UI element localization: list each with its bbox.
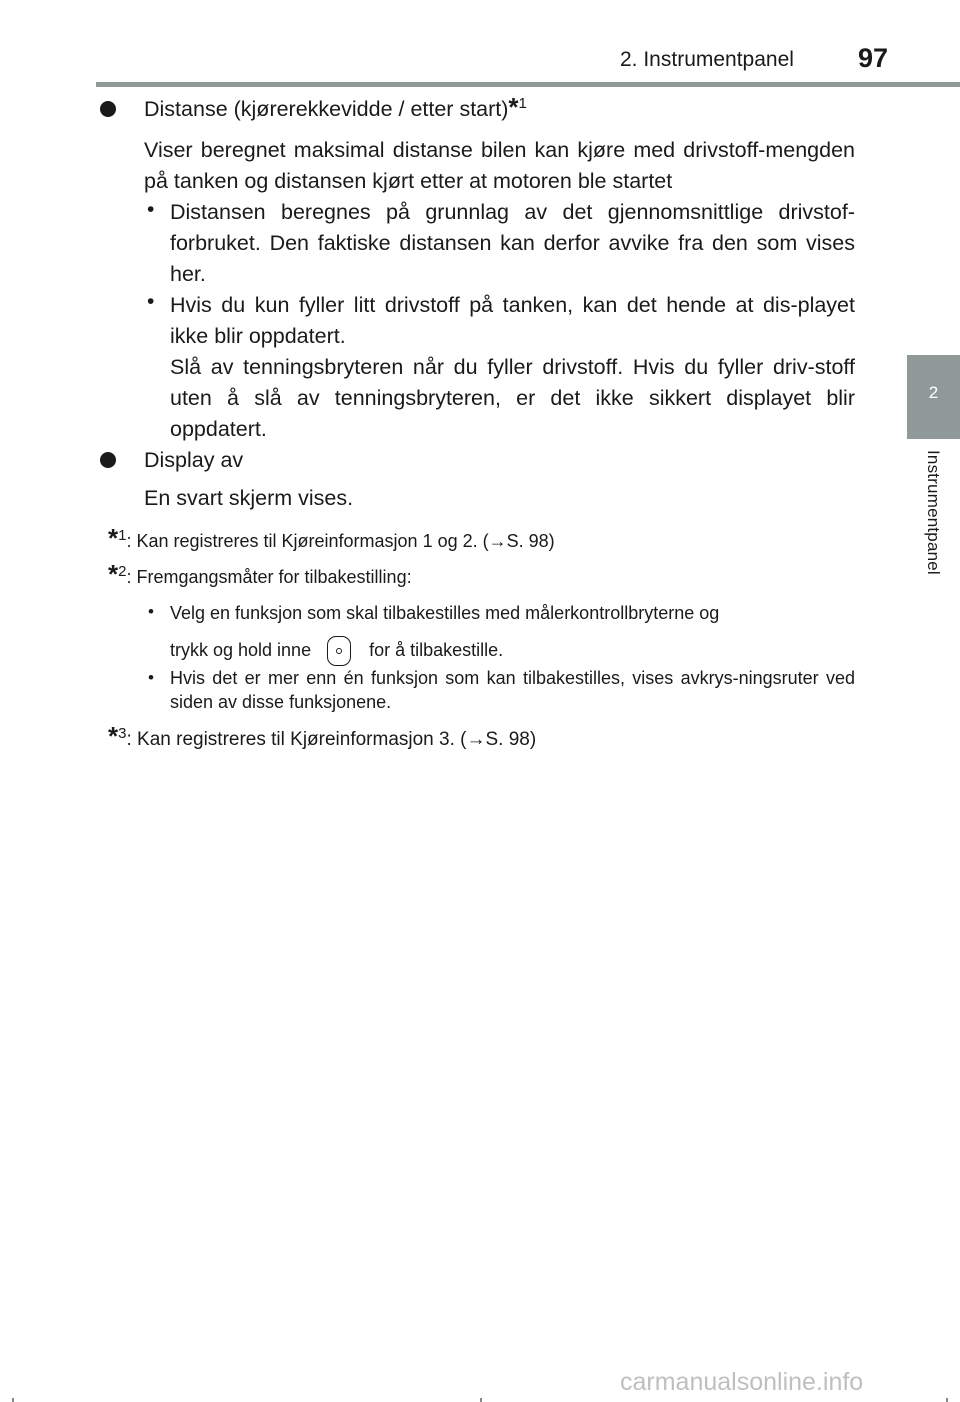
item-title-text: Distanse (kjørerekkevidde / etter start) (144, 97, 509, 121)
bullet-display-update-cont: Slå av tenningsbryteren når du fyller drivstoff. Hvis du fyller driv-stoff uten å slå av tenningsbryteren, er det ikke sikkert displayet blir oppdatert. (170, 355, 855, 441)
footnote-star: * (508, 92, 519, 122)
bullet-dot-icon: • (147, 198, 155, 221)
crop-mark (946, 1398, 948, 1402)
footnote-num: 3 (118, 725, 127, 742)
footnote-star: * (108, 721, 119, 751)
page-number: 97 (858, 43, 889, 73)
footnote-ref: 1 (518, 94, 527, 112)
page-header (0, 0, 960, 90)
instruction-text: for å tilbakestille. (369, 639, 504, 660)
item-title-display-off: Display av (144, 448, 244, 472)
footnote-2-bullet-1: Velg en funksjon som skal tilbakestilles med målerkontrollbryterne og (170, 603, 720, 623)
bullet-dot-icon: • (148, 602, 154, 621)
bullet-dot-icon: • (148, 668, 154, 687)
crop-mark (12, 1398, 14, 1402)
item-description-distance: Viser beregnet maksimal distanse bilen kan kjøre med drivstoff-mengden på tanken og distansen kjørt etter at motoren ble startet (144, 138, 855, 193)
item-description-display-off: En svart skjerm vises. (144, 486, 354, 510)
bullet-dot-icon: • (147, 290, 155, 313)
footnote-num: 2 (118, 563, 127, 580)
watermark: carmanualsonline.info (620, 1368, 864, 1396)
footnote-2-bullet-1-line2 (170, 636, 855, 666)
footnote-3 (108, 721, 868, 753)
item-title-distance (144, 94, 864, 125)
footnote-num: 1 (118, 527, 127, 544)
odometer-button-icon (327, 636, 351, 666)
crop-mark (480, 1398, 482, 1402)
bullet-circle-icon (100, 101, 116, 117)
chapter-title: 2. Instrumentpanel (620, 48, 794, 71)
footnote-star: * (108, 559, 119, 589)
footnote-text: : Kan registreres til Kjøreinformasjon 1 og 2. (→S. 98) (126, 531, 555, 551)
bullet-display-update: Hvis du kun fyller litt drivstoff på tanken, kan det hende at dis-playet ikke blir oppdatert. (170, 293, 855, 348)
footnote-2 (108, 559, 868, 590)
footnote-text: : Kan registreres til Kjøreinformasjon 3. (→S. 98) (126, 729, 537, 750)
footnote-star: * (108, 523, 119, 553)
header-rule (96, 82, 960, 87)
chapter-tab-label: Instrumentpanel (924, 450, 943, 575)
footnote-2-bullet-2: Hvis det er mer enn én funksjon som kan tilbakestilles, vises avkrys-ningsruter ved siden av disse funksjonene. (170, 668, 855, 712)
instruction-text: trykk og hold inne (170, 639, 312, 660)
footnote-text: : Fremgangsmåter for tilbakestilling: (126, 567, 412, 587)
chapter-tab-number: 2 (928, 383, 939, 402)
bullet-distance-calc: Distansen beregnes på grunnlag av det gjennomsnittlige drivstof-forbruket. Den faktiske distansen kan derfor avvike fra den som vises her. (170, 200, 855, 286)
chapter-tab (907, 355, 960, 439)
footnote-1 (108, 523, 868, 554)
bullet-circle-icon (100, 452, 116, 468)
